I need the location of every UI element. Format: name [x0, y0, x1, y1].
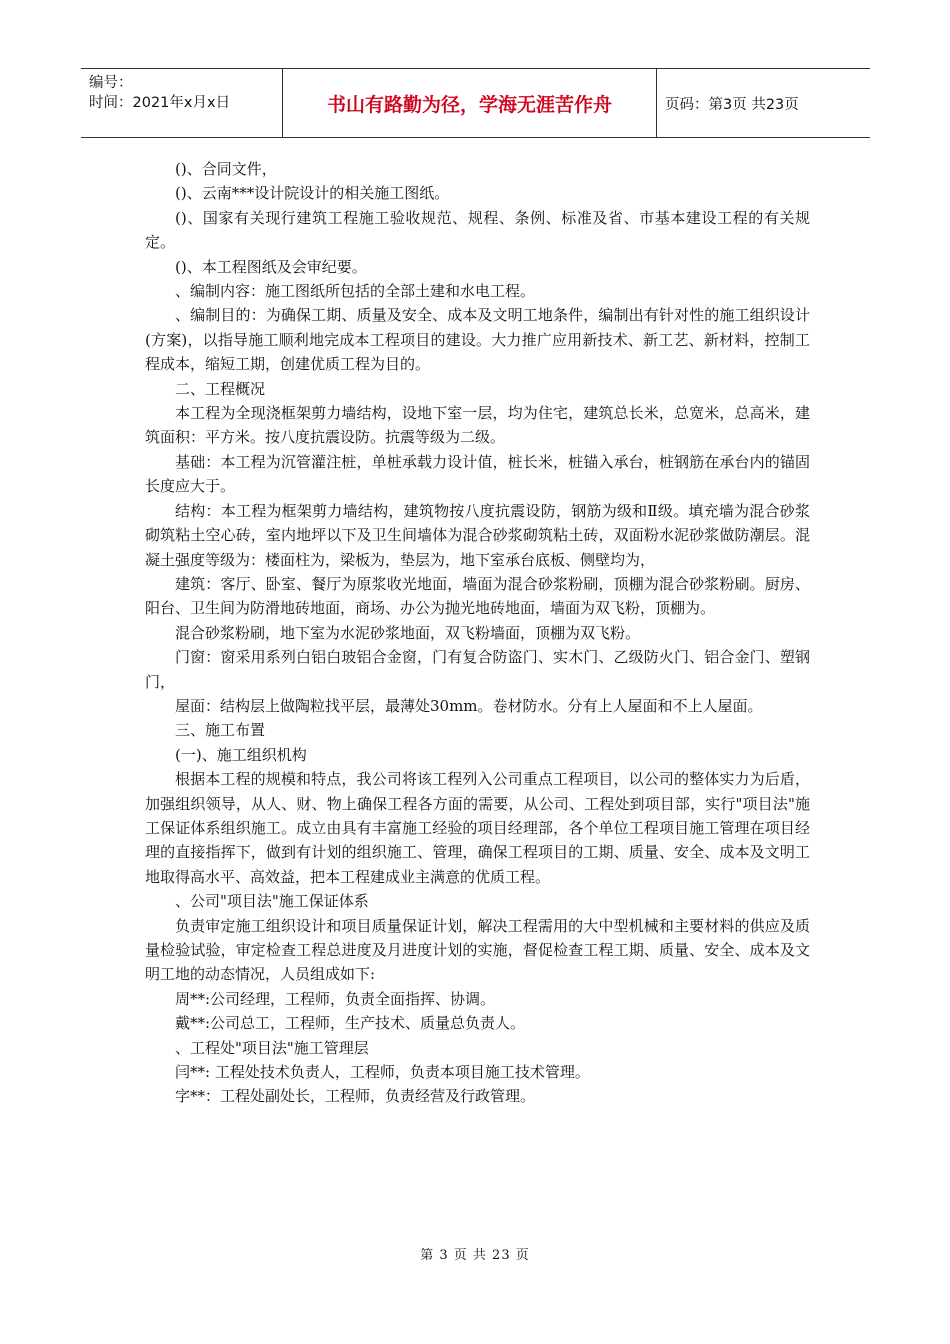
paragraph: 根据本工程的规模和特点，我公司将该工程列入公司重点工程项目，以公司的整体实力为后盾，加强组织领导，从人、财、物上确保工程各方面的需要，从公司、工程处到项目部，实行"项目法"施工保证体系组织施工。成立由具有丰富施工经验的项目经理部，各个单位工程项目施工管理在项目经理的直接指挥下，做到有计划的组织施工、管理，确保工程项目的工期、质量、安全、成本及文明工地取得高水平、高效益，把本工程建成业主满意的优质工程。: [145, 770, 810, 886]
section-heading: 二、工程概况: [175, 379, 266, 398]
paragraph: 戴**:公司总工，工程师，生产技术、质量总负责人。: [175, 1014, 526, 1033]
paragraph: ()、云南***设计院设计的相关施工图纸。: [175, 184, 450, 203]
subsection-heading: (一)、施工组织机构: [175, 745, 307, 764]
subsection-heading: 、公司"项目法"施工保证体系: [175, 892, 369, 911]
paragraph: 、编制内容：施工图纸所包括的全部土建和水电工程。: [175, 282, 536, 301]
paragraph: 门窗：窗采用系列白铝白玻铝合金窗，门有复合防盗门、实木门、乙级防火门、铝合金门、塑钢门，: [145, 648, 810, 691]
paragraph: 、编制目的：为确保工期、质量及安全、成本及文明工地条件，编制出有针对性的施工组织设计(方案)，以指导施工顺利地完成本工程项目的建设。大力推广应用新技术、新工艺、新材料，控制工程成本，缩短工期，创建优质工程为目的。: [145, 306, 810, 374]
section-heading: 三、施工布置: [175, 721, 266, 740]
paragraph: 建筑：客厅、卧室、餐厅为原浆收光地面，墙面为混合砂浆粉刷，顶棚为混合砂浆粉刷。厨房、阳台、卫生间为防滑地砖地面，商场、办公为抛光地砖地面，墙面为双飞粉，顶棚为。: [145, 574, 810, 618]
header-page-info: 页码：第3页 共23页: [665, 96, 799, 113]
paragraph: 混合砂浆粉刷，地下室为水泥砂浆地面，双飞粉墙面，顶棚为双飞粉。: [175, 623, 641, 642]
paragraph: 屋面：结构层上做陶粒找平层，最薄处30mm。卷材防水。分有上人屋面和不上人屋面。: [175, 696, 763, 715]
paragraph: 本工程为全现浇框架剪力墙结构，设地下室一层，均为住宅，建筑总长米，总宽米，总高米，建筑面积：平方米。按八度抗震设防。抗震等级为二级。: [145, 404, 810, 447]
subsection-heading: 、工程处"项目法"施工管理层: [175, 1038, 369, 1057]
header-motto: 书山有路勤为径，学海无涯苦作舟: [283, 69, 657, 137]
paragraph: ()、合同文件，: [175, 160, 277, 178]
header-meta: [81, 69, 283, 137]
document-number: 编号：: [89, 75, 133, 91]
document-date: 时间：2021年x月x日: [89, 95, 231, 111]
page-footer: 第 3 页 共 23 页: [420, 1248, 530, 1263]
paragraph: 结构：本工程为框架剪力墙结构，建筑物按八度抗震设防，钢筋为级和Ⅱ级。填充墙为混合砂浆砌筑粘土空心砖，室内地坪以下及卫生间墙体为混合砂浆砌筑粘土砖，双面粉水泥砂浆做防潮层。混凝土强度等级为：楼面柱为，梁板为，垫层为，地下室承台底板、侧壁均为，: [145, 501, 810, 569]
paragraph: 基础：本工程为沉管灌注桩，单桩承载力设计值，桩长米，桩锚入承台，桩钢筋在承台内的锚固长度应大于。: [145, 452, 810, 496]
paragraph: ()、本工程图纸及会审纪要。: [175, 257, 367, 276]
paragraph: ()、国家有关现行建筑工程施工验收规范、规程、条例、标准及省、市基本建设工程的有关规定。: [145, 208, 810, 252]
paragraph: 周**:公司经理，工程师，负责全面指挥、协调。: [175, 989, 496, 1008]
paragraph: 负责审定施工组织设计和项目质量保证计划，解决工程需用的大中型机械和主要材料的供应及质量检验试验，审定检查工程总进度及月进度计划的实施，督促检查工程工期、质量、安全、成本及文明工地的动态情况，人员组成如下:: [145, 916, 810, 984]
page-header: [81, 68, 870, 138]
document-body: [145, 157, 810, 1109]
paragraph: 字**：工程处副处长，工程师，负责经营及行政管理。: [175, 1087, 536, 1106]
paragraph: 闫**: 工程处技术负责人，工程师，负责本项目施工技术管理。: [175, 1063, 590, 1082]
